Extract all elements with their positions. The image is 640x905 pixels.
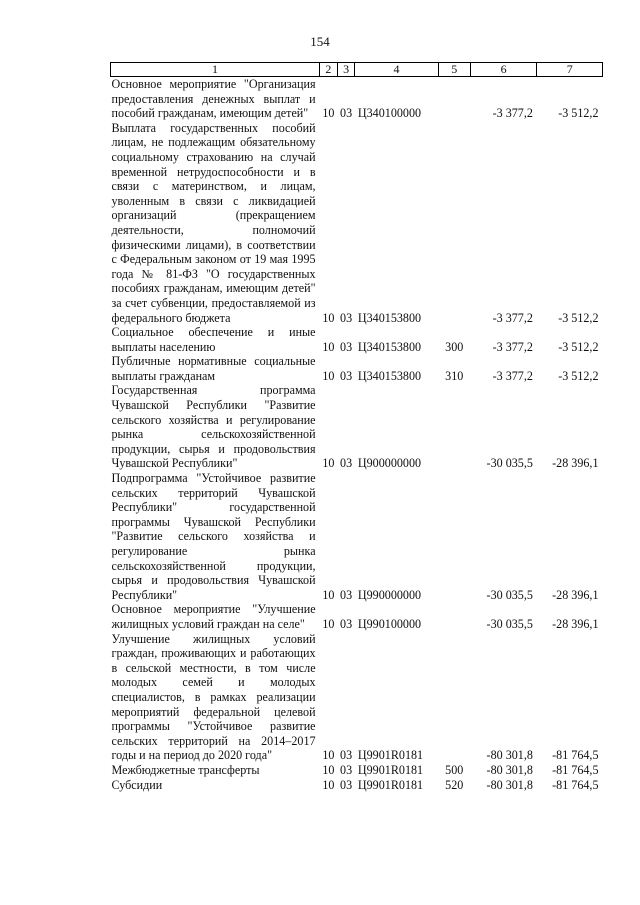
row-expense-type: 310 [445, 368, 464, 383]
row-name: Улучшение жилищных условий граждан, проживающих и работающих в сельской местности, в том числе молодых семей и молодых специалистов, в рамках реализации мероприятий федеральной целевой программы "Устойчивое развитие сельских территорий на 2014–2017 годы и на период до 2020 года" [111, 631, 316, 763]
row-amount-2: -28 396,1 [552, 456, 599, 471]
table-row [111, 602, 603, 631]
row-amount-2: -3 512,2 [558, 310, 599, 325]
table-row [111, 77, 603, 121]
row-name: Выплата государственных пособий лицам, не подлежащим обязательному социальному страхованию на случай временной нетрудоспособности и в связи с материнством, и лицам, уволенным в связи с ликвидацией организаций (прекращением деятельности, полномочий физическими лицами), в соответствии с Федеральным законом от 19 мая 1995 года № 81-ФЗ "О государственных пособиях гражданам, имеющим детей" за счет субвенции, предоставляемой из федерального бюджета [111, 120, 316, 325]
row-target-code: Ц990100000 [357, 616, 422, 631]
row-section: 10 [322, 456, 335, 471]
budget-table [110, 62, 603, 792]
row-amount-2: -81 764,5 [552, 762, 599, 777]
column-header: 2 [320, 63, 338, 77]
row-amount-1: -80 301,8 [486, 777, 533, 792]
table-row [111, 325, 603, 354]
table-row [111, 471, 603, 602]
row-section: 10 [322, 310, 335, 325]
row-name: Основное мероприятие "Организация предоставления денежных выплат и пособий гражданам, имеющим детей" [111, 77, 316, 121]
column-header: 3 [337, 63, 355, 77]
row-target-code: Ц9901R0181 [357, 748, 424, 763]
row-section: 10 [322, 368, 335, 383]
row-section: 10 [322, 587, 335, 602]
row-amount-2: -81 764,5 [552, 748, 599, 763]
row-expense-type [438, 77, 470, 121]
row-amount-2: -3 512,2 [558, 339, 599, 354]
column-header: 1 [111, 63, 320, 77]
row-subsection: 03 [340, 106, 353, 121]
row-amount-1: -3 377,2 [492, 339, 533, 354]
row-subsection: 03 [340, 339, 353, 354]
row-amount-1: -30 035,5 [486, 587, 533, 602]
row-amount-1: -3 377,2 [492, 106, 533, 121]
row-amount-2: -28 396,1 [552, 587, 599, 602]
row-expense-type [438, 121, 470, 325]
row-expense-type [438, 602, 470, 631]
table-row [111, 354, 603, 383]
row-expense-type [438, 471, 470, 602]
row-target-code: Ц340153800 [357, 339, 422, 354]
row-expense-type [438, 383, 470, 471]
row-subsection: 03 [340, 616, 353, 631]
row-expense-type [438, 632, 470, 763]
row-section: 10 [322, 616, 335, 631]
row-name: Основное мероприятие "Улучшение жилищных условий граждан на селе" [111, 602, 316, 631]
row-amount-1: -30 035,5 [486, 616, 533, 631]
row-amount-2: -3 512,2 [558, 106, 599, 121]
table-row [111, 778, 603, 793]
row-expense-type: 520 [445, 777, 464, 792]
row-target-code: Ц340153800 [357, 310, 422, 325]
row-section: 10 [322, 106, 335, 121]
table-row [111, 121, 603, 325]
row-section: 10 [322, 762, 335, 777]
table-row [111, 383, 603, 471]
row-amount-2: -3 512,2 [558, 368, 599, 383]
row-name: Государственная программа Чувашской Республики "Развитие сельского хозяйства и регулирование рынка сельскохозяйственной продукции, сырья и продовольствия Чувашской Республики" [111, 383, 316, 471]
row-amount-1: -3 377,2 [492, 310, 533, 325]
column-header: 5 [438, 63, 470, 77]
row-amount-1: -80 301,8 [486, 762, 533, 777]
page-number: 154 [310, 34, 330, 49]
row-target-code: Ц9901R0181 [357, 762, 424, 777]
row-name: Субсидии [111, 777, 163, 792]
row-amount-1: -30 035,5 [486, 456, 533, 471]
row-expense-type: 300 [445, 339, 464, 354]
row-name: Социальное обеспечение и иные выплаты населению [111, 325, 316, 354]
row-amount-2: -81 764,5 [552, 777, 599, 792]
row-section: 10 [322, 748, 335, 763]
row-target-code: Ц9901R0181 [357, 777, 424, 792]
row-subsection: 03 [340, 368, 353, 383]
row-section: 10 [322, 777, 335, 792]
row-section: 10 [322, 339, 335, 354]
row-target-code: Ц990000000 [357, 587, 422, 602]
row-name: Межбюджетные трансферты [111, 762, 260, 777]
row-target-code: Ц340153800 [357, 368, 422, 383]
row-subsection: 03 [340, 762, 353, 777]
row-amount-1: -80 301,8 [486, 748, 533, 763]
row-name: Подпрограмма "Устойчивое развитие сельских территорий Чувашской Республики" государственной программы Чувашской Республики "Развитие сельского хозяйства и регулирование рынка сельскохозяйственной продукции, сырья и продовольствия Чувашской Республики" [111, 471, 316, 602]
row-subsection: 03 [340, 777, 353, 792]
row-amount-2: -28 396,1 [552, 616, 599, 631]
row-target-code: Ц900000000 [357, 456, 422, 471]
row-subsection: 03 [340, 587, 353, 602]
row-name: Публичные нормативные социальные выплаты гражданам [111, 354, 316, 383]
table-row [111, 763, 603, 778]
row-subsection: 03 [340, 456, 353, 471]
table-row [111, 632, 603, 763]
column-header: 4 [355, 63, 438, 77]
column-header: 6 [470, 63, 537, 77]
row-subsection: 03 [340, 748, 353, 763]
column-header: 7 [537, 63, 603, 77]
row-amount-1: -3 377,2 [492, 368, 533, 383]
row-target-code: Ц340100000 [357, 106, 422, 121]
row-subsection: 03 [340, 310, 353, 325]
row-expense-type: 500 [445, 762, 464, 777]
column-header-row [111, 63, 603, 77]
